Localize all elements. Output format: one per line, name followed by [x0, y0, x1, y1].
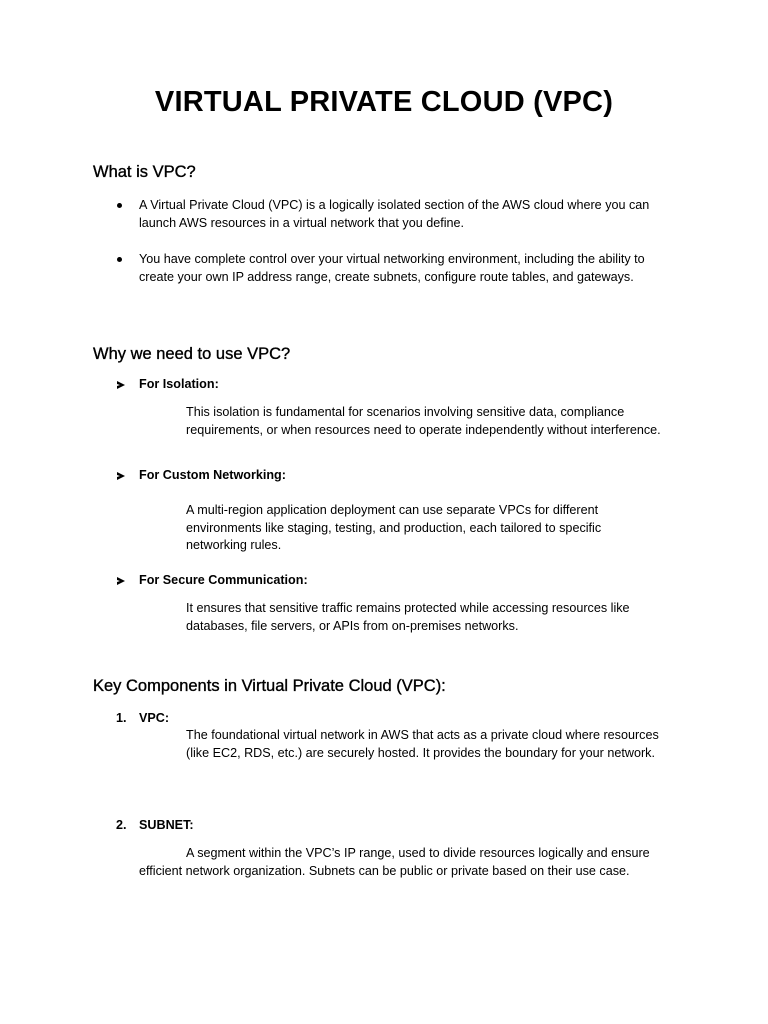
component-text-vpc: The foundational virtual network in AWS that acts as a private cloud where resources (like EC2, RDS, etc.) are securely hosted. It provides the boundary for your network. [186, 728, 659, 760]
section-heading-why-use-vpc: Why we need to use VPC? [93, 345, 291, 363]
bullet-text: You have complete control over your virtual networking environment, including the ability to create your own IP address range, create subnets, configure route tables, and gateways. [139, 252, 645, 284]
item-label-secure-communication: For Secure Communication: [139, 573, 308, 587]
component-text-subnet: A segment within the VPC’s IP range, used to divide resources logically and ensure efficient network organization. Subnets can be public or private based on their use case. [139, 846, 650, 878]
bullet-icon [117, 203, 122, 208]
section-heading-what-is-vpc: What is VPC? [93, 163, 196, 181]
list-number: 2. [116, 818, 127, 832]
item-label-isolation: For Isolation: [139, 377, 219, 391]
bullet-text: A Virtual Private Cloud (VPC) is a logically isolated section of the AWS cloud where you can launch AWS resources in a virtual network that you define. [139, 198, 650, 230]
item-text-secure-communication: It ensures that sensitive traffic remains protected while accessing resources like databases, file servers, or APIs from on-premises networks. [186, 601, 630, 633]
page-title: VIRTUAL PRIVATE CLOUD (VPC) [154, 86, 614, 118]
item-text-custom-networking: A multi-region application deployment can use separate VPCs for different environments like staging, testing, and production, each tailored to specific networking rules. [186, 503, 602, 553]
component-label-subnet: SUBNET: [139, 818, 194, 832]
component-label-vpc: VPC: [139, 711, 170, 725]
arrow-bullet-icon [117, 381, 125, 389]
item-text-isolation: This isolation is fundamental for scenarios involving sensitive data, compliance requirements, or when resources need to operate independently without interference. [186, 405, 661, 437]
arrow-bullet-icon [117, 577, 125, 585]
list-number: 1. [116, 711, 127, 725]
bullet-icon [117, 257, 122, 262]
arrow-bullet-icon [117, 472, 125, 480]
item-label-custom-networking: For Custom Networking: [139, 468, 286, 482]
section-heading-key-components: Key Components in Virtual Private Cloud (VPC): [93, 677, 446, 695]
